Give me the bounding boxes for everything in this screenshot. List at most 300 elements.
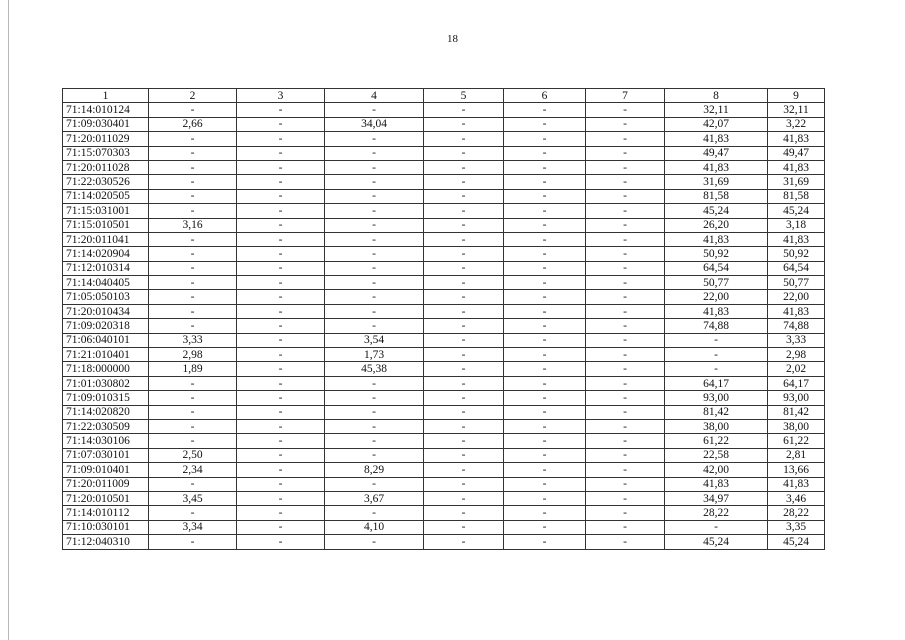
table-row	[63, 218, 825, 232]
table-cell: 13,66	[768, 463, 825, 477]
table-cell: -	[237, 419, 325, 433]
table-cell: -	[586, 261, 665, 275]
table-row	[63, 419, 825, 433]
cadastral-code-cell: 71:21:010401	[63, 348, 149, 362]
table-cell: 2,81	[768, 448, 825, 462]
table-cell: 41,83	[665, 232, 768, 246]
table-cell: 64,54	[665, 261, 768, 275]
table-cell: -	[504, 146, 586, 160]
table-cell: -	[149, 477, 237, 491]
table-cell: -	[586, 132, 665, 146]
table-cell: -	[237, 535, 325, 549]
table-cell: -	[504, 290, 586, 304]
table-cell: -	[149, 132, 237, 146]
table-cell: -	[325, 103, 424, 117]
table-cell: -	[424, 160, 504, 174]
table-cell: -	[504, 333, 586, 347]
table-cell: -	[424, 520, 504, 534]
table-cell: -	[586, 535, 665, 549]
table-cell: -	[325, 276, 424, 290]
table-cell: -	[586, 506, 665, 520]
table-cell: -	[424, 491, 504, 505]
table-cell: 3,18	[768, 218, 825, 232]
table-cell: 41,83	[768, 132, 825, 146]
cadastral-code-cell: 71:10:030101	[63, 520, 149, 534]
table-cell: -	[424, 117, 504, 131]
table-cell: -	[325, 376, 424, 390]
table-cell: -	[586, 477, 665, 491]
table-header-row	[63, 89, 825, 103]
table-cell: 41,83	[665, 160, 768, 174]
table-cell: -	[325, 434, 424, 448]
table-row	[63, 391, 825, 405]
table-cell: 64,17	[768, 376, 825, 390]
table-cell: 28,22	[768, 506, 825, 520]
table-row	[63, 319, 825, 333]
cadastral-code-cell: 71:15:070303	[63, 146, 149, 160]
table-cell: -	[149, 304, 237, 318]
table-cell: -	[424, 477, 504, 491]
table-cell: -	[237, 362, 325, 376]
table-cell: -	[237, 348, 325, 362]
table-cell: 3,46	[768, 491, 825, 505]
table-cell: -	[586, 204, 665, 218]
table-cell: 34,04	[325, 117, 424, 131]
table-cell: -	[237, 491, 325, 505]
table-cell: 31,69	[665, 175, 768, 189]
table-cell: -	[504, 491, 586, 505]
table-cell: -	[237, 506, 325, 520]
table-cell: -	[237, 520, 325, 534]
table-cell: -	[586, 175, 665, 189]
table-cell: -	[424, 391, 504, 405]
table-cell: -	[424, 448, 504, 462]
table-cell: -	[504, 218, 586, 232]
table-cell: 41,83	[665, 304, 768, 318]
table-cell: -	[237, 132, 325, 146]
table-cell: -	[504, 319, 586, 333]
column-header-9: 9	[768, 89, 825, 103]
table-cell: 2,34	[149, 463, 237, 477]
table-cell: -	[504, 419, 586, 433]
table-cell: 41,83	[665, 477, 768, 491]
table-row	[63, 132, 825, 146]
table-cell: -	[325, 204, 424, 218]
table-row	[63, 175, 825, 189]
table-cell: -	[149, 535, 237, 549]
table-cell: 2,98	[149, 348, 237, 362]
table-cell: 41,83	[665, 132, 768, 146]
table-cell: -	[325, 160, 424, 174]
table-cell: -	[586, 103, 665, 117]
table-row	[63, 463, 825, 477]
cadastral-code-cell: 71:14:020904	[63, 247, 149, 261]
table-cell: -	[504, 304, 586, 318]
table-cell: 3,35	[768, 520, 825, 534]
table-cell: -	[504, 448, 586, 462]
table-cell: -	[237, 232, 325, 246]
table-cell: -	[424, 276, 504, 290]
table-cell: -	[237, 290, 325, 304]
table-cell: -	[424, 218, 504, 232]
table-cell: 1,73	[325, 348, 424, 362]
table-row	[63, 189, 825, 203]
table-cell: -	[149, 146, 237, 160]
table-cell: -	[325, 290, 424, 304]
table-row	[63, 333, 825, 347]
table-cell: -	[504, 477, 586, 491]
cadastral-code-cell: 71:20:011028	[63, 160, 149, 174]
table-cell: -	[149, 434, 237, 448]
table-row	[63, 477, 825, 491]
table-cell: -	[586, 405, 665, 419]
table-cell: -	[424, 189, 504, 203]
table-cell: -	[586, 520, 665, 534]
cadastral-code-cell: 71:18:000000	[63, 362, 149, 376]
table-row	[63, 276, 825, 290]
table-cell: -	[149, 506, 237, 520]
table-cell: -	[504, 175, 586, 189]
cadastral-code-cell: 71:22:030509	[63, 419, 149, 433]
table-cell: 3,34	[149, 520, 237, 534]
table-cell: -	[586, 218, 665, 232]
cadastral-code-cell: 71:20:011041	[63, 232, 149, 246]
table-cell: 2,98	[768, 348, 825, 362]
table-row	[63, 290, 825, 304]
table-cell: -	[237, 376, 325, 390]
table-cell: -	[586, 391, 665, 405]
table-cell: -	[424, 333, 504, 347]
table-cell: 3,16	[149, 218, 237, 232]
table-row	[63, 520, 825, 534]
table-row	[63, 434, 825, 448]
table-cell: 45,38	[325, 362, 424, 376]
table-row	[63, 146, 825, 160]
table-cell: -	[325, 146, 424, 160]
table-cell: 49,47	[665, 146, 768, 160]
table-cell: -	[424, 290, 504, 304]
column-header-3: 3	[237, 89, 325, 103]
table-cell: 81,58	[665, 189, 768, 203]
table-cell: -	[149, 405, 237, 419]
table-cell: -	[325, 391, 424, 405]
table-cell: 22,00	[665, 290, 768, 304]
table-cell: -	[149, 419, 237, 433]
cadastral-code-cell: 71:12:010314	[63, 261, 149, 275]
cadastral-code-cell: 71:05:050103	[63, 290, 149, 304]
table-row	[63, 348, 825, 362]
table-cell: 61,22	[768, 434, 825, 448]
table-cell: -	[149, 290, 237, 304]
table-cell: -	[586, 276, 665, 290]
table-cell: -	[424, 261, 504, 275]
table-cell: -	[325, 477, 424, 491]
table-row	[63, 491, 825, 505]
table-cell: -	[586, 319, 665, 333]
table-cell: 45,24	[768, 204, 825, 218]
table-cell: -	[237, 160, 325, 174]
table-cell: -	[586, 463, 665, 477]
table-cell: -	[325, 189, 424, 203]
table-cell: -	[149, 204, 237, 218]
table-cell: -	[149, 189, 237, 203]
table-cell: -	[504, 506, 586, 520]
cadastral-code-cell: 71:07:030101	[63, 448, 149, 462]
cadastral-code-cell: 71:12:040310	[63, 535, 149, 549]
table-cell: -	[586, 376, 665, 390]
table-cell: 50,77	[768, 276, 825, 290]
table-cell: 41,83	[768, 160, 825, 174]
table-cell: -	[237, 304, 325, 318]
table-cell: -	[586, 434, 665, 448]
table-cell: -	[504, 132, 586, 146]
table-cell: -	[504, 160, 586, 174]
table-cell: -	[237, 463, 325, 477]
table-cell: 50,92	[768, 247, 825, 261]
table-row	[63, 362, 825, 376]
cadastral-code-cell: 71:09:010401	[63, 463, 149, 477]
table-cell: 81,58	[768, 189, 825, 203]
table-cell: -	[504, 535, 586, 549]
table-row	[63, 103, 825, 117]
table-cell: 81,42	[665, 405, 768, 419]
table-cell: 41,83	[768, 477, 825, 491]
table-cell: -	[325, 218, 424, 232]
table-cell: -	[424, 463, 504, 477]
table-cell: -	[504, 405, 586, 419]
table-cell: -	[424, 175, 504, 189]
page-number: 18	[447, 33, 458, 45]
table-cell: -	[586, 117, 665, 131]
table-cell: -	[424, 348, 504, 362]
table-cell: 50,77	[665, 276, 768, 290]
column-header-7: 7	[586, 89, 665, 103]
table-row	[63, 376, 825, 390]
cadastral-code-cell: 71:15:031001	[63, 204, 149, 218]
table-cell: 50,92	[665, 247, 768, 261]
table-cell: 8,29	[325, 463, 424, 477]
column-header-5: 5	[424, 89, 504, 103]
table-cell: -	[665, 348, 768, 362]
table-cell: -	[586, 160, 665, 174]
cadastral-code-cell: 71:20:011009	[63, 477, 149, 491]
table-cell: -	[325, 232, 424, 246]
cadastral-code-cell: 71:15:010501	[63, 218, 149, 232]
table-row	[63, 405, 825, 419]
table-cell: -	[504, 103, 586, 117]
table-cell: 4,10	[325, 520, 424, 534]
table-cell: -	[424, 232, 504, 246]
table-cell: -	[424, 319, 504, 333]
table-cell: 45,24	[665, 204, 768, 218]
table-row	[63, 535, 825, 549]
table-cell: 3,33	[149, 333, 237, 347]
table-cell: 64,17	[665, 376, 768, 390]
table-cell: -	[424, 506, 504, 520]
table-cell: 3,45	[149, 491, 237, 505]
table-cell: -	[149, 391, 237, 405]
table-cell: -	[424, 419, 504, 433]
table-cell: -	[504, 463, 586, 477]
column-header-8: 8	[665, 89, 768, 103]
table-cell: -	[504, 376, 586, 390]
table-cell: -	[237, 204, 325, 218]
table-row	[63, 247, 825, 261]
table-row	[63, 117, 825, 131]
table-cell: 93,00	[665, 391, 768, 405]
table-cell: -	[424, 304, 504, 318]
cadastral-code-cell: 71:14:020505	[63, 189, 149, 203]
table-cell: -	[237, 261, 325, 275]
table-cell: -	[325, 247, 424, 261]
table-cell: 45,24	[665, 535, 768, 549]
table-cell: 49,47	[768, 146, 825, 160]
table-cell: 41,83	[768, 232, 825, 246]
table-cell: 32,11	[768, 103, 825, 117]
table-cell: 34,97	[665, 491, 768, 505]
table-cell: -	[237, 477, 325, 491]
table-cell: -	[665, 362, 768, 376]
table-cell: -	[504, 232, 586, 246]
table-cell: -	[586, 491, 665, 505]
table-cell: -	[325, 175, 424, 189]
column-header-1: 1	[63, 89, 149, 103]
table-cell: -	[325, 506, 424, 520]
table-cell: -	[149, 261, 237, 275]
table-cell: 81,42	[768, 405, 825, 419]
table-cell: -	[237, 405, 325, 419]
table-cell: -	[237, 189, 325, 203]
table-cell: -	[149, 103, 237, 117]
table-cell: -	[586, 333, 665, 347]
page-edge-line	[8, 0, 9, 640]
table-cell: -	[237, 333, 325, 347]
table-cell: -	[504, 204, 586, 218]
table-cell: -	[237, 175, 325, 189]
table-cell: -	[237, 276, 325, 290]
table-cell: 2,50	[149, 448, 237, 462]
table-cell: 42,00	[665, 463, 768, 477]
table-cell: -	[586, 232, 665, 246]
table-cell: -	[424, 204, 504, 218]
cadastral-code-cell: 71:14:020820	[63, 405, 149, 419]
table-cell: -	[586, 304, 665, 318]
table-cell: -	[325, 419, 424, 433]
table-cell: -	[237, 117, 325, 131]
cadastral-code-cell: 71:09:030401	[63, 117, 149, 131]
table-cell: -	[424, 535, 504, 549]
table-cell: -	[424, 434, 504, 448]
table-cell: -	[149, 175, 237, 189]
table-cell: -	[237, 146, 325, 160]
table-cell: -	[237, 247, 325, 261]
table-cell: 3,54	[325, 333, 424, 347]
table-cell: -	[149, 160, 237, 174]
table-cell: 26,20	[665, 218, 768, 232]
table-cell: -	[665, 333, 768, 347]
table-cell: -	[325, 132, 424, 146]
table-cell: 93,00	[768, 391, 825, 405]
cadastral-code-cell: 71:01:030802	[63, 376, 149, 390]
table-cell: -	[504, 247, 586, 261]
cadastral-code-cell: 71:06:040101	[63, 333, 149, 347]
table-cell: -	[237, 434, 325, 448]
table-cell: -	[586, 419, 665, 433]
data-table	[62, 88, 825, 550]
table-cell: -	[504, 520, 586, 534]
table-cell: -	[149, 232, 237, 246]
table-cell: -	[586, 348, 665, 362]
table-cell: 38,00	[768, 419, 825, 433]
table-cell: 3,22	[768, 117, 825, 131]
table-row	[63, 261, 825, 275]
cadastral-code-cell: 71:20:011029	[63, 132, 149, 146]
cadastral-code-cell: 71:09:020318	[63, 319, 149, 333]
table-cell: -	[504, 391, 586, 405]
table-cell: -	[504, 348, 586, 362]
table-cell: 31,69	[768, 175, 825, 189]
table-cell: -	[504, 117, 586, 131]
table-row	[63, 160, 825, 174]
table-cell: -	[424, 376, 504, 390]
cadastral-code-cell: 71:14:010112	[63, 506, 149, 520]
cadastral-code-cell: 71:14:040405	[63, 276, 149, 290]
table-cell: 1,89	[149, 362, 237, 376]
table-row	[63, 204, 825, 218]
table-cell: -	[504, 434, 586, 448]
table-cell: -	[424, 146, 504, 160]
table-cell: -	[149, 319, 237, 333]
table-cell: 38,00	[665, 419, 768, 433]
cadastral-code-cell: 71:14:010124	[63, 103, 149, 117]
table-cell: -	[325, 319, 424, 333]
column-header-2: 2	[149, 89, 237, 103]
table-cell: -	[586, 448, 665, 462]
table-cell: -	[586, 362, 665, 376]
table-cell: -	[586, 189, 665, 203]
table-cell: 41,83	[768, 304, 825, 318]
table-cell: -	[504, 362, 586, 376]
table-cell: 45,24	[768, 535, 825, 549]
table-cell: -	[504, 276, 586, 290]
table-cell: -	[325, 304, 424, 318]
cadastral-code-cell: 71:14:030106	[63, 434, 149, 448]
table-cell: -	[424, 132, 504, 146]
table-cell: -	[586, 247, 665, 261]
table-cell: 3,33	[768, 333, 825, 347]
table-cell: -	[237, 448, 325, 462]
table-cell: -	[586, 146, 665, 160]
table-row	[63, 448, 825, 462]
table-cell: -	[424, 103, 504, 117]
table-cell: -	[325, 448, 424, 462]
table-cell: -	[325, 535, 424, 549]
table-cell: 2,02	[768, 362, 825, 376]
table-cell: -	[149, 247, 237, 261]
table-cell: 61,22	[665, 434, 768, 448]
cadastral-code-cell: 71:20:010434	[63, 304, 149, 318]
table-cell: -	[149, 376, 237, 390]
column-header-6: 6	[504, 89, 586, 103]
cadastral-code-cell: 71:20:010501	[63, 491, 149, 505]
table-cell: -	[665, 520, 768, 534]
column-header-4: 4	[325, 89, 424, 103]
table-cell: -	[325, 261, 424, 275]
table-cell: -	[424, 405, 504, 419]
table-cell: -	[237, 103, 325, 117]
table-cell: -	[237, 218, 325, 232]
table-cell: -	[237, 391, 325, 405]
